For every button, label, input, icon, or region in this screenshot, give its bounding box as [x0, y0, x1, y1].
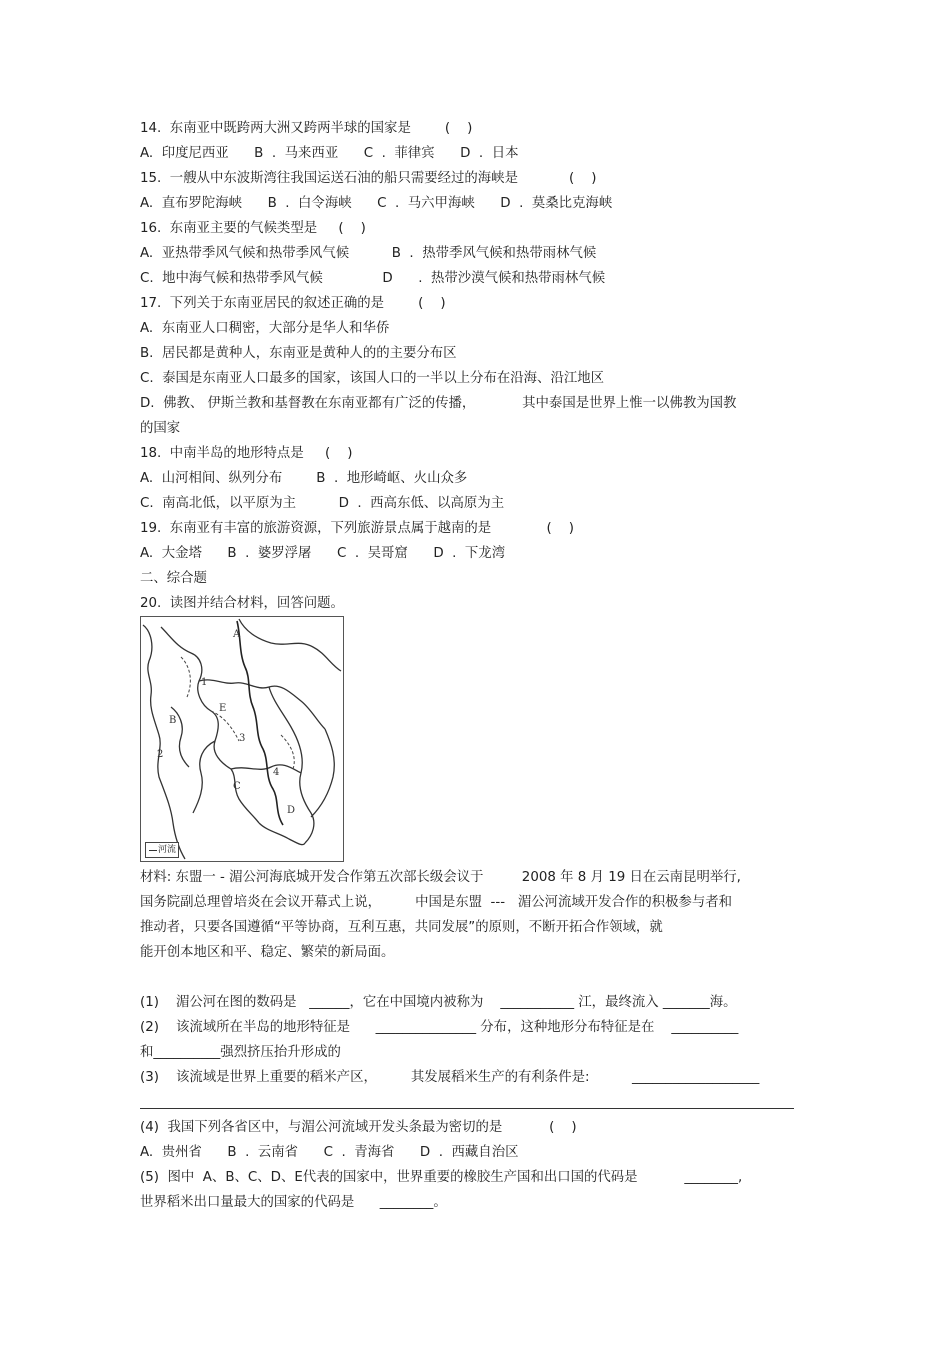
question-17-option-d: D. 佛教、 伊斯兰教和基督教在东南亚都有广泛的传播， 其中泰国是世界上惟一以佛教为国教 — [140, 396, 737, 411]
material-line-1: 材料: 东盟一 - 湄公河海底城开发合作第五次部长级会议于 2008 年 8 月 19 日在云南昆明举行, — [140, 870, 741, 885]
map-label-3: 3 — [239, 733, 246, 744]
sub-question-5-cont: 世界稻米出口量最大的国家的代码是 ________。 — [140, 1195, 447, 1210]
question-17-option-d-cont: 的国家 — [140, 421, 181, 436]
legend-label: 河流 — [157, 845, 176, 855]
question-15: 15. 一艘从中东波斯湾往我国运送石油的船只需要经过的海峡是 ( ) — [140, 171, 597, 186]
sub-question-1: (1) 湄公河在图的数码是 ______，它在中国境内被称为 ___________ 江，最终流入 _______海。 — [140, 995, 737, 1010]
question-17-option-c: C. 泰国是东南亚人口最多的国家，该国人口的一半以上分布在沿海、沿江地区 — [140, 371, 605, 386]
material-line-3: 推动者，只要各国遵循“平等协商，互利互惠，共同发展”的原则，不断开拓合作领域，就 — [140, 920, 663, 935]
question-16-options-ab: A. 亚热带季风气候和热带季风气候 B . 热带季风气候和热带雨林气候 — [140, 246, 597, 261]
answer-blank-line — [140, 1108, 794, 1109]
sub-question-2-cont: 和__________强烈挤压抬升形成的 — [140, 1045, 341, 1060]
sub-question-4: (4) 我国下列各省区中，与湄公河流域开发头条最为密切的是 ( ) — [140, 1120, 577, 1135]
map-legend — [145, 842, 179, 858]
question-16: 16. 东南亚主要的气候类型是 ( ) — [140, 221, 366, 236]
sub-question-5: (5) 图中 A、B、C、D、E代表的国家中，世界重要的橡胶生产国和出口国的代码是 ________, — [140, 1170, 743, 1185]
question-15-options: A. 直布罗陀海峡 B . 白令海峡 C . 马六甲海峡 D . 莫桑比克海峡 — [140, 196, 613, 211]
map-label-a: A — [233, 629, 241, 640]
question-18-options-cd: C. 南高北低，以平原为主 D . 西高东低、以高原为主 — [140, 496, 505, 511]
map-label-b: B — [169, 715, 177, 726]
question-16-options-cd: C. 地中海气候和热带季风气候 D . 热带沙漠气候和热带雨林气候 — [140, 271, 606, 286]
question-19: 19. 东南亚有丰富的旅游资源，下列旅游景点属于越南的是 ( ) — [140, 521, 574, 536]
sub-question-2: (2) 该流域所在半岛的地形特征是 _______________ 分布，这种地形分布特征是在 __________ — [140, 1020, 739, 1035]
section-heading: 二、综合题 — [140, 571, 207, 586]
material-line-4: 能开创本地区和平、稳定、繁荣的新局面。 — [140, 945, 395, 960]
question-17: 17. 下列关于东南亚居民的叙述正确的是 ( ) — [140, 296, 446, 311]
question-14-options: A. 印度尼西亚 B . 马来西亚 C . 菲律宾 D . 日本 — [140, 146, 519, 161]
indochina-map — [140, 616, 344, 862]
map-label-e: E — [219, 703, 227, 714]
sub-question-4-options: A. 贵州省 B . 云南省 C . 青海省 D . 西藏自治区 — [140, 1145, 519, 1160]
material-line-2: 国务院副总理曾培炎在会议开幕式上说， 中国是东盟 --- 湄公河流域开发合作的积极参与者和 — [140, 895, 733, 910]
question-14: 14. 东南亚中既跨两大洲又跨两半球的国家是 ( ) — [140, 121, 473, 136]
sub-question-3: (3) 该流域是世界上重要的稻米产区， 其发展稻米生产的有利条件是: ___________________ — [140, 1070, 760, 1085]
map-label-4: 4 — [273, 767, 280, 778]
map-label-c: C — [233, 781, 241, 792]
map-label-2: 2 — [157, 749, 164, 760]
question-20: 20. 读图并结合材料，回答问题。 — [140, 596, 344, 611]
question-18-options-ab: A. 山河相间、纵列分布 B . 地形崎岖、火山众多 — [140, 471, 468, 486]
map-label-d: D — [287, 805, 296, 816]
question-19-options: A. 大金塔 B . 婆罗浮屠 C . 吴哥窟 D . 下龙湾 — [140, 546, 506, 561]
question-17-option-a: A. 东南亚人口稠密，大部分是华人和华侨 — [140, 321, 390, 336]
question-18: 18. 中南半岛的地形特点是 ( ) — [140, 446, 353, 461]
question-17-option-b: B. 居民都是黄种人，东南亚是黄种人的的主要分布区 — [140, 346, 457, 361]
map-label-1: 1 — [201, 677, 208, 688]
river-legend-icon — [149, 850, 157, 852]
